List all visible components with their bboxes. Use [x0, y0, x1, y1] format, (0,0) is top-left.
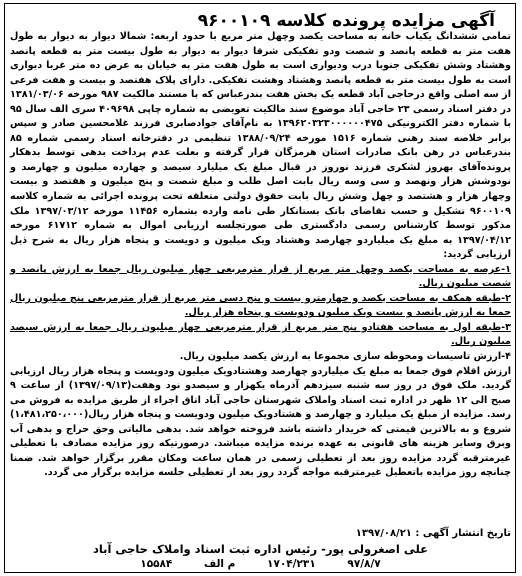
diamond-bullet-icon	[497, 17, 505, 25]
notice-body	[10, 30, 511, 481]
notice-footer	[10, 527, 511, 572]
signature-line: علی اصغرولی پور- رئیس اداره ثبت اسناد واملاک حاجی آباد	[92, 542, 429, 556]
reference-line	[10, 557, 511, 572]
notice-item-1: ۱-عرصه به مساحت یکصد وچهل متر مربع از قرار مترمربعی چهار میلیون ریال جمعا به ارزش پانصد و شصت میلیون ریال.	[10, 263, 511, 290]
notice-paragraph-main: تمامی ششدانگ یکباب خانه به مساحت یکصد وچهل متر مربع با حدود اربعه: شمالا دیوار به دیوار به طول هفت متر به قطعه پانصد و شصت ودو تفکیکی شرقا دیوار به دیوار به طول بیست متر به قطعه پانصد وهشتاد وشش تفکیکی جنوبا درب ودیواری است به طول هفت متر به خیابان به عرض ده متر غربا دیواری است به طول بیست متر به قطعه پانصد وهشتاد وهشت تفکیکی. دارای پلاک هفتصد و بیست و هفت فرعی از سه اصلی واقع درحاجی آباد قطعه یک بخش هفت بندرعباس که با مستند مالکیت ۹۸۷ مورخه ۱۳۸۱/۰۳/۰۶ در دفتر اسناد رسمی ۲۳ حاجی آباد موضوع سند مالکیت تعویضی به شماره چاپی ۴۰۹۶۹۸ سری الف سال ۹۵ با شماره دفتر الکترونیکی ۱۳۹۶۲۰۳۲۳۰۰۰۰۰۰۴۷۵ به نام‌آقای جوادصابری فرزند غلامحسین صادر و سپس برابر خلاصه سند رهنی شماره ۱۵۱۶ مورخه ۱۳۸۸/۰۹/۲۴ تنظیمی در دفترخانه اسناد رسمی شماره ۸۵ بندرعباس در رهن بانک صادرات استان هرمزگان قرار گرفته و بعلت عدم پرداخت بدهی توسط بدهکار پرونده‌آقای بهروز لشکری فرزند نوروز در قبال مبلغ یک میلیارد سیصد و چهارده میلیون و چهارصد و نودوشش هزار ونهصد و سی وسه ریال بابت اصل طلب و مبلغ شصت و پنج میلیون و هفتصد و بیست وچهار هزار و هشتصد و چهل وشش ریال بابت حقوق دولتی متعلقه تحت پرونده اجرائی به شماره کلاسه ۹۶۰۰۱۰۹ تشکیل و حسب تقاضای بانک بستانکار طی نامه وارده بشماره ۱۱۴۵۶ مورخه ۱۳۹۷/۰۳/۱۲ ملک مذکور توسط کارشناس رسمی دادگستری طی صورتجلسه ارزیابی اموال به شماره ۶۱۷۱۲ مورخه ۱۳۹۷/۰۴/۱۲ به مبلغ یک میلیاردو چهارصد وهشتاد ویک میلیون و دویست و پنجاه هزار ریال به شرح ذیل ارزیابی گردید:	[10, 31, 512, 261]
notice-item-4: ۴-ارزش تاسیسات ومحوطه سازی مجموعا به ارزش یکصد میلیون ریال.	[179, 351, 511, 363]
publish-date: تاریخ انتشار آگهی : ۱۳۹۷/۰۸/۲۱	[355, 528, 511, 539]
notice-title: آگهی مزایده پرونده کلاسه ۹۶۰۰۱۰۹	[197, 11, 495, 31]
notice-paragraph-auction: ارزش اقلام فوق جمعا به مبلغ یک میلیاردو چهارصد وهشتادویک میلیون ودویست و پنجاه هزار ریال ارزیابی گردید. ملک فوق در روز سه شنبه سیزدهم آذرماه یکهزار و سیصدو نود وهفت(۱۳۹۷/۰۹/۱۳) از ساعت ۹ صبح الی ۱۲ ظهر در اداره ثبت اسناد واملاک شهرستان حاجی آباد اتاق اجراء از طریق مزایده به فروش می رسد. مزایده از مبلغ یک میلیارد و چهارصد و هشتادویک میلیون ودویست و پنجاه هزار ریال(۱،۴۸۱،۲۵۰،۰۰۰) شروع و به بالاترین قیمتی که خریدار داشته باشد فروخته خواهد شد. بدهی مالیاتی وحق حراج و بدهی آب وبرق وسایر هزینه های قانونی به عهده برنده مزایده میباشد. درصورتیکه روز مزایده مصادف با تعطیلی غیرمترقبه گردد مزایده روز بعد از تعطیلی رسمی در همان ساعت ومکان مقرر برگزار خواهد شد. ضمنا چنانچه روز مزایده باتعطیل غیرمترقبه مواجه گردد روز بعد از تعطیلی جلسه مزایده برگزار می گردد.	[10, 365, 511, 479]
reference-code: م الف	[203, 558, 236, 570]
notice-item-3: ۳-طبقه اول به مساحت هفتادو پنج متر مربع از قرار مترمربعی چهار میلیون ریال جمعا به ارزش سیصد میلیون ریال.	[10, 321, 511, 348]
reference-serial: ۱۵۵۸۴	[140, 558, 173, 570]
notice-item-2: ۲-طبقه همکف به مساحت یکصد و چهارمترو بیست و پنج دسی متر مربع از قرار مترمربعی پنج میلیون ریال جمعا به ارزش پانصد و بیست ویک میلیون ودویست و پنجاه هزار ریال.	[10, 292, 511, 319]
reference-date: ۹۷/۸/۷	[347, 558, 381, 570]
reference-number: ۱۷۰۴/۲۳۱	[267, 558, 316, 570]
